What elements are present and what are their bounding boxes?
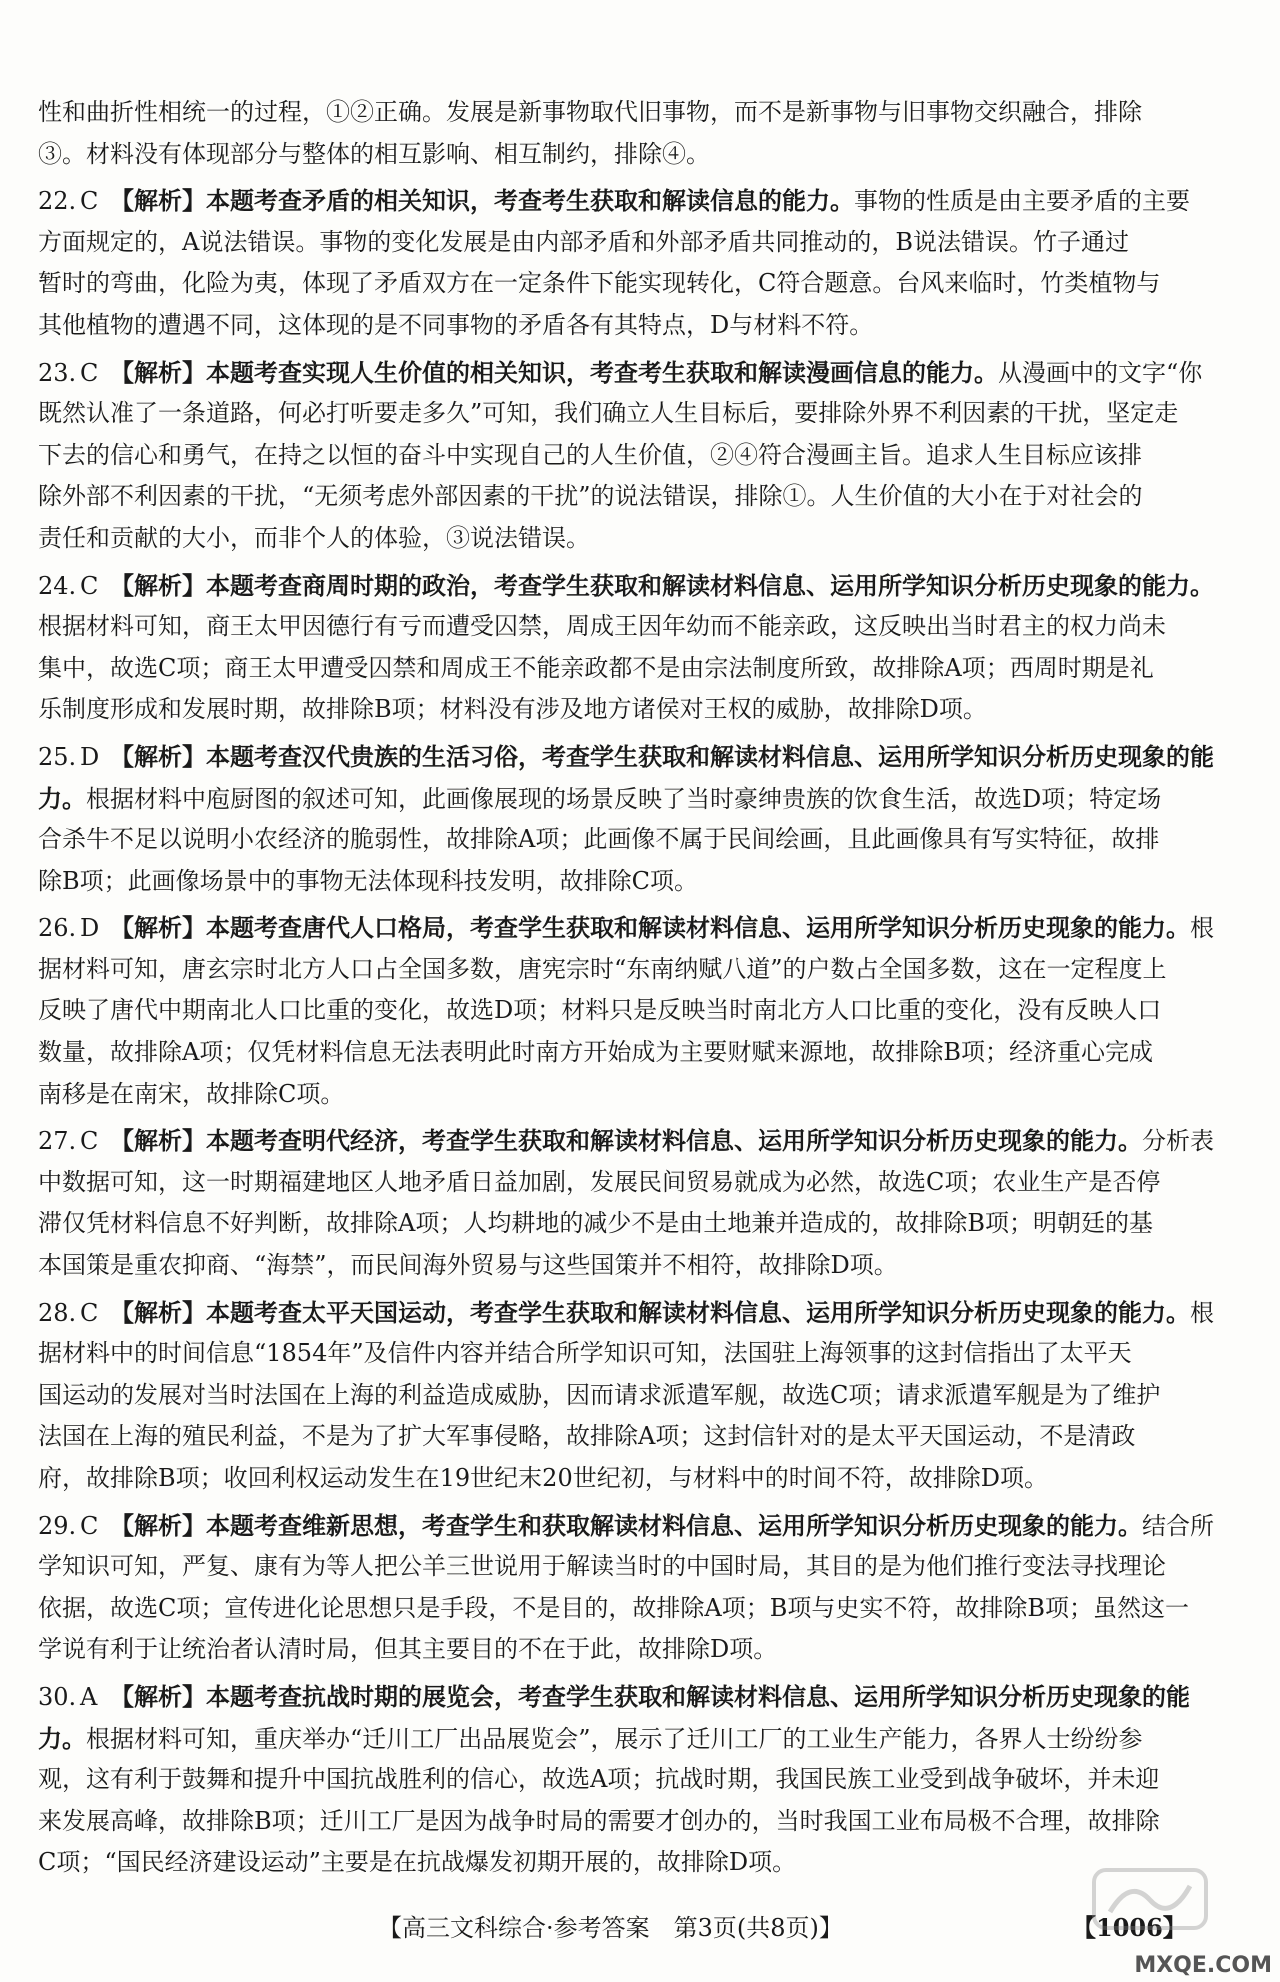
footer-code: 【1006】 (1072, 1913, 1187, 1942)
answer-first-line (38, 1292, 1238, 1334)
topic-summary: 本题考查矛盾的相关知识，考查考生获取和解读信息的能力。 (206, 186, 854, 216)
answer-first-line (38, 907, 1238, 949)
analysis-text: 事物的性质是由主要矛盾的主要 (854, 187, 1190, 216)
analysis-line: 南移是在南宋，故排除C项。 (38, 1079, 345, 1108)
answer-letter: A (80, 1682, 98, 1711)
answer-item (38, 1505, 1238, 1671)
analysis-line: 依据，故选C项；宣传进化论思想只是手段，不是目的，故排除A项；B项与史实不符，故排除B项；虽然这一 (38, 1593, 1189, 1622)
topic-summary: 本题考查抗战时期的展览会，考查学生获取和解读材料信息、运用所学知识分析历史现象的能 (206, 1681, 1190, 1711)
analysis-line: 除B项；此画像场景中的事物无法体现科技发明，故排除C项。 (38, 866, 698, 895)
analysis-label: 【解析】 (110, 913, 206, 943)
analysis-text: 根据材料中庖厨图的叙述可知，此画像展现的场景反映了当时豪绅贵族的饮食生活，故选D项；特定场 (86, 784, 1162, 813)
analysis-line: 观，这有利于鼓舞和提升中国抗战胜利的信心，故选A项；抗战时期，我国民族工业受到战争破坏，并未迎 (38, 1765, 1160, 1794)
answer-item (38, 565, 1238, 731)
answer-item (38, 736, 1238, 902)
question-number: 23. (38, 358, 77, 387)
answer-item (38, 180, 1238, 346)
analysis-line: 乐制度形成和发展时期，故排除B项；材料没有涉及地方诸侯对王权的威胁，故排除D项。 (38, 695, 987, 724)
answer-letter: C (80, 1511, 99, 1540)
question-number: 28. (38, 1298, 77, 1327)
topic-summary: 本题考查明代经济，考查学生获取和解读材料信息、运用所学知识分析历史现象的能力。 (206, 1126, 1142, 1156)
analysis-label: 【解析】 (110, 1681, 206, 1711)
analysis-line: 下去的信心和勇气，在持之以恒的奋斗中实现自己的人生价值，②④符合漫画主旨。追求人生目标应该排 (38, 440, 1142, 469)
answer-letter: D (80, 742, 100, 771)
analysis-line: 学知识可知，严复、康有为等人把公羊三世说用于解读当时的中国时局，其目的是为他们推行变法寻找理论 (38, 1552, 1166, 1581)
answer-item (38, 907, 1238, 1115)
answer-first-line (38, 352, 1238, 394)
answer-first-line (38, 1676, 1238, 1718)
answer-item (38, 352, 1238, 560)
answer-item (38, 1120, 1238, 1286)
topic-summary-end: 力。 (38, 1723, 86, 1753)
analysis-line: 据材料中的时间信息“1854年”及信件内容并结合所学知识可知，法国驻上海领事的这封信指出了太平天 (38, 1339, 1132, 1368)
analysis-label: 【解析】 (110, 570, 206, 600)
question-number: 30. (38, 1682, 77, 1711)
analysis-line: C项；“国民经济建设运动”主要是在抗战爆发初期开展的，故排除D项。 (38, 1848, 797, 1877)
question-number: 26. (38, 914, 77, 943)
analysis-text: 结合所 (1142, 1511, 1214, 1540)
analysis-label: 【解析】 (110, 1297, 206, 1327)
topic-summary: 本题考查维新思想，考查学生和获取解读材料信息、运用所学知识分析历史现象的能力。 (206, 1510, 1142, 1540)
analysis-label: 【解析】 (110, 1126, 206, 1156)
analysis-label: 【解析】 (110, 186, 206, 216)
analysis-line: 数量，故排除A项；仅凭材料信息无法表明此时南方开始成为主要财赋来源地，故排除B项；经济重心完成 (38, 1038, 1153, 1067)
analysis-line: 滞仅凭材料信息不好判断，故排除A项；人均耕地的减少不是由土地兼并造成的，故排除B项；明朝廷的基 (38, 1209, 1153, 1238)
analysis-line: 集中，故选C项；商王太甲遭受囚禁和周成王不能亲政都不是由宗法制度所致，故排除A项；西周时期是礼 (38, 653, 1154, 682)
analysis-line: 学说有利于让统治者认清时局，但其主要目的不在于此，故排除D项。 (38, 1635, 778, 1664)
continuation-line: ③。材料没有体现部分与整体的相互影响、相互制约，排除④。 (38, 139, 710, 168)
analysis-label: 【解析】 (110, 357, 206, 387)
analysis-line (38, 1718, 1238, 1760)
topic-summary-end: 力。 (38, 783, 86, 813)
answer-first-line (38, 1505, 1238, 1547)
answer-letter: C (80, 571, 99, 600)
answer-first-line (38, 565, 1238, 607)
analysis-line: 来发展高峰，故排除B项；迁川工厂是因为战争时局的需要才创办的，当时我国工业布局极不合理，故排除 (38, 1806, 1160, 1835)
answer-first-line (38, 736, 1238, 778)
answer-letter: C (80, 1298, 99, 1327)
analysis-line: 国运动的发展对当时法国在上海的利益造成威胁，因而请求派遣军舰，故选C项；请求派遣军舰是为了维护 (38, 1380, 1161, 1409)
analysis-text: 分析表 (1142, 1127, 1214, 1156)
analysis-line (38, 778, 1238, 820)
analysis-line: 中数据可知，这一时期福建地区人地矛盾日益加剧，发展民间贸易就成为必然，故选C项；农业生产是否停 (38, 1167, 1161, 1196)
topic-summary: 本题考查汉代贵族的生活习俗，考查学生获取和解读材料信息、运用所学知识分析历史现象的能 (206, 741, 1214, 771)
analysis-line: 据材料可知，唐玄宗时北方人口占全国多数，唐宪宗时“东南纳赋八道”的户数占全国多数，这在一定程度上 (38, 954, 1167, 983)
analysis-line: 方面规定的，A说法错误。事物的变化发展是由内部矛盾和外部矛盾共同推动的，B说法错误。竹子通过 (38, 227, 1129, 256)
answer-item (38, 1292, 1238, 1500)
analysis-line: 反映了唐代中期南北人口比重的变化，故选D项；材料只是反映当时南北方人口比重的变化，没有反映人口 (38, 996, 1162, 1025)
question-number: 22. (38, 187, 77, 216)
answer-content (38, 92, 1238, 1884)
analysis-line: 其他植物的遭遇不同，这体现的是不同事物的矛盾各有其特点，D与材料不符。 (38, 310, 874, 339)
topic-summary: 本题考查唐代人口格局，考查学生获取和解读材料信息、运用所学知识分析历史现象的能力。 (206, 913, 1190, 943)
question-number: 27. (38, 1127, 77, 1156)
question-number: 29. (38, 1511, 77, 1540)
analysis-line: 暂时的弯曲，化险为夷，体现了矛盾双方在一定条件下能实现转化，C符合题意。台风来临时，竹类植物与 (38, 269, 1161, 298)
analysis-label: 【解析】 (110, 1510, 206, 1540)
topic-summary: 本题考查商周时期的政治，考查学生获取和解读材料信息、运用所学知识分析历史现象的能力。 (206, 570, 1214, 600)
answer-item (38, 1676, 1238, 1884)
continuation-line: 性和曲折性相统一的过程，①②正确。发展是新事物取代旧事物，而不是新事物与旧事物交织融合，排除 (38, 98, 1142, 126)
analysis-line: 根据材料可知，商王太甲因德行有亏而遭受囚禁，周成王因年幼而不能亲政，这反映出当时君主的权力尚未 (38, 612, 1166, 641)
answer-letter: C (80, 1127, 99, 1156)
page-footer (0, 1908, 1280, 1948)
analysis-text: 根 (1190, 1298, 1214, 1327)
analysis-line: 责任和贡献的大小，而非个人的体验，③说法错误。 (38, 523, 590, 552)
analysis-text: 根 (1190, 914, 1214, 943)
question-number: 25. (38, 742, 77, 771)
analysis-label: 【解析】 (110, 741, 206, 771)
answer-letter: C (80, 187, 99, 216)
question-number: 24. (38, 571, 77, 600)
analysis-text: 从漫画中的文字“你 (998, 358, 1203, 387)
answer-letter: C (80, 358, 99, 387)
watermark-logo-icon (1090, 1864, 1210, 1934)
analysis-line: 既然认准了一条道路，何必打听要走多久”可知，我们确立人生目标后，要排除外界不利因素的干扰，坚定走 (38, 399, 1179, 428)
analysis-line: 法国在上海的殖民利益，不是为了扩大军事侵略，故排除A项；这封信针对的是太平天国运动，不是清政 (38, 1422, 1136, 1451)
analysis-line: 府，故排除B项；收回利权运动发生在19世纪末20世纪初，与材料中的时间不符，故排除D项。 (38, 1464, 1048, 1492)
answer-first-line (38, 1120, 1238, 1162)
analysis-text: 根据材料可知，重庆举办“迁川工厂出品展览会”，展示了迁川工厂的工业生产能力，各界人士纷纷参 (86, 1724, 1143, 1753)
watermark-url: MXQE.COM (1134, 1953, 1272, 1978)
topic-summary: 本题考查实现人生价值的相关知识，考查考生获取和解读漫画信息的能力。 (206, 357, 998, 387)
analysis-line: 除外部不利因素的干扰，“无须考虑外部因素的干扰”的说法错误，排除①。人生价值的大小在于对社会的 (38, 482, 1143, 511)
answer-letter: D (80, 914, 100, 943)
continuation-block (38, 92, 1238, 175)
analysis-line: 本国策是重农抑商、“海禁”，而民间海外贸易与这些国策并不相符，故排除D项。 (38, 1251, 898, 1280)
analysis-line: 合杀牛不足以说明小农经济的脆弱性，故排除A项；此画像不属于民间绘画，且此画像具有写实特征，故排 (38, 825, 1160, 854)
answer-first-line (38, 180, 1238, 222)
topic-summary: 本题考查太平天国运动，考查学生获取和解读材料信息、运用所学知识分析历史现象的能力。 (206, 1297, 1190, 1327)
footer-title: 【高三文科综合·参考答案 第3页(共8页)】 (378, 1914, 843, 1942)
